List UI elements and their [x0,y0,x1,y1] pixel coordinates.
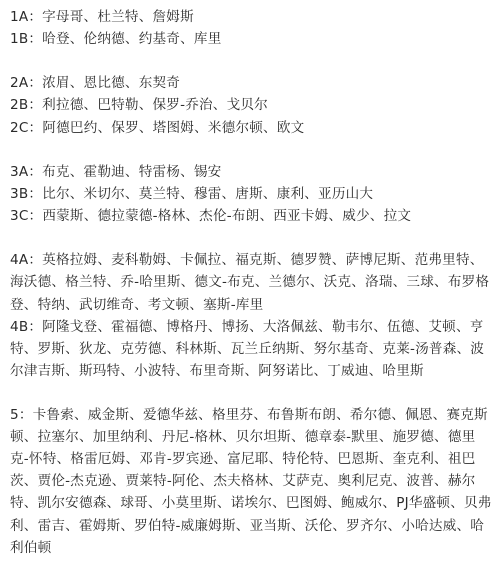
tier-1b-line: 1B：哈登、伦纳德、约基奇、库里 [10,31,222,48]
tier-group-5 [10,404,494,559]
tier-group-4 [10,249,494,382]
tier-2c-line: 2C：阿德巴约、保罗、塔图姆、米德尔顿、欧文 [10,119,305,136]
tier-3b-line: 3B：比尔、米切尔、莫兰特、穆雷、唐斯、康利、亚历山大 [10,185,374,202]
tier-group-1 [10,6,494,50]
document-body [10,6,494,581]
tier-group-2 [10,72,494,138]
tier-3a-line: 3A：布克、霍勒迪、特雷杨、锡安 [10,163,222,180]
tier-group-3 [10,161,494,227]
tier-5-line: 5：卡鲁索、威金斯、爱德华兹、格里芬、布鲁斯布朗、希尔德、佩恩、赛克斯顿、拉塞尔、加里纳利、丹尼-格林、贝尔坦斯、德章泰-默里、施罗德、德里克-怀特、格雷厄姆、邓肯-罗宾逊、富尼耶、特伦特、巴恩斯、奎克利、祖巴茨、贾伦-杰克逊、贾莱特-阿伦、杰夫格林、艾萨克、奥利尼克、波普、赫尔特、凯尔安德森、球哥、小莫里斯、诺埃尔、巴图姆、鲍威尔、PJ华盛顿、贝弗利、雷吉、霍姆斯、罗伯特-威廉姆斯、亚当斯、沃伦、罗齐尔、小哈达威、哈利伯顿 [10,407,492,556]
tier-1a-line: 1A：字母哥、杜兰特、詹姆斯 [10,9,194,25]
tier-2a-line: 2A：浓眉、恩比德、东契奇 [10,75,181,92]
tier-2b-line: 2B：利拉德、巴特勒、保罗-乔治、戈贝尔 [10,97,268,114]
tier-3c-line: 3C：西蒙斯、德拉蒙德-格林、杰伦-布朗、西亚卡姆、威少、拉文 [10,208,412,225]
tier-4a-line: 4A：英格拉姆、麦科勒姆、卡佩拉、福克斯、德罗赞、萨博尼斯、范弗里特、海沃德、格兰特、乔-哈里斯、德文-布克、兰德尔、沃克、洛瑞、三球、布罗格登、特纳、武切维奇、考文顿、塞斯-库里 [10,252,490,313]
tier-4b-line: 4B：阿隆戈登、霍福德、博格丹、博扬、大洛佩兹、勒韦尔、伍德、艾顿、亨特、罗斯、狄龙、克劳德、科林斯、瓦兰丘纳斯、努尔基奇、克莱-汤普森、波尔津吉斯、斯玛特、小波特、布里奇斯、阿努诺比、丁威迪、哈里斯 [10,318,485,379]
